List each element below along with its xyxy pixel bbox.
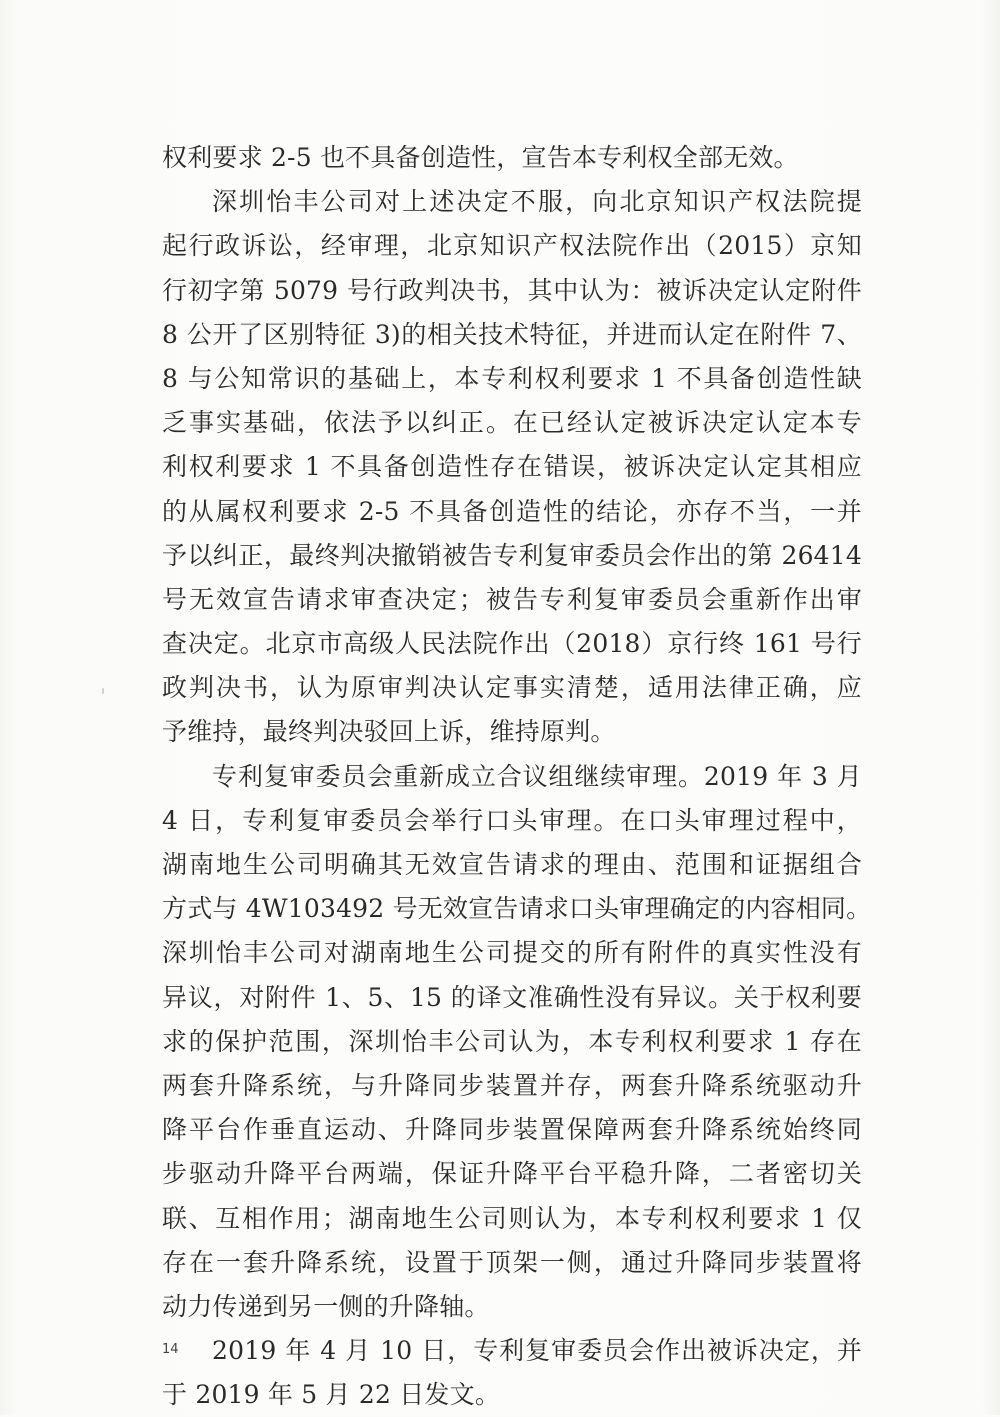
text-line: 步驱动升降平台两端，保证升降平台平稳升降，二者密切关: [162, 1159, 862, 1189]
text-line: 政判决书，认为原审判决认定事实清楚，适用法律正确，应: [162, 673, 862, 703]
page-number: 14: [162, 1342, 179, 1357]
text-line: 利权利要求 1 不具备创造性存在错误，被诉决定认定其相应: [162, 452, 862, 482]
text-line: 方式与 4W103492 号无效宣告请求口头审理确定的内容相同。: [162, 894, 872, 924]
text-line: 于 2019 年 5 月 22 日发文。: [162, 1380, 501, 1410]
text-line: 两套升降系统，与升降同步装置并存，两套升降系统驱动升: [162, 1070, 862, 1100]
text-line: 4 日，专利复审委员会举行口头审理。在口头审理过程中，: [162, 805, 862, 835]
text-line: 联、互相作用；湖南地生公司则认为，本专利权利要求 1 仅: [162, 1203, 862, 1233]
text-line: 查决定。北京市高级人民法院作出（2018）京行终 161 号行: [162, 629, 862, 659]
text-line: 降平台作垂直运动、升降同步装置保障两套升降系统始终同: [162, 1115, 862, 1145]
text-line: 权利要求 2-5 也不具备创造性，宣告本专利权全部无效。: [162, 143, 799, 172]
text-line: 起行政诉讼，经审理，北京知识产权法院作出（2015）京知: [162, 231, 862, 261]
text-line: 予维持，最终判决驳回上诉，维持原判。: [162, 717, 616, 747]
document-body: [162, 136, 872, 1417]
text-line: 8 公开了区别特征 3)的相关技术特征，并进而认定在附件 7、: [162, 319, 862, 349]
text-line: 8 与公知常识的基础上，本专利权利要求 1 不具备创造性缺: [162, 363, 862, 393]
scan-speck: [102, 688, 104, 694]
text-line: 深圳怡丰公司对上述决定不服，向北京知识产权法院提: [212, 187, 862, 217]
text-line: 湖南地生公司明确其无效宣告请求的理由、范围和证据组合: [162, 850, 862, 879]
text-line: 予以纠正，最终判决撤销被告专利复审委员会作出的第 26414: [162, 540, 862, 570]
text-line: 号无效宣告请求审查决定；被告专利复审委员会重新作出审: [162, 584, 862, 614]
text-line: 2019 年 4 月 10 日，专利复审委员会作出被诉决定，并: [212, 1336, 862, 1366]
text-line: 的从属权利要求 2-5 不具备创造性的结论，亦存不当，一并: [162, 496, 862, 526]
text-line: 异议，对附件 1、5、15 的译文准确性没有异议。关于权利要: [162, 982, 862, 1012]
text-line: 动力传递到另一侧的升降轴。: [162, 1291, 490, 1321]
text-line: 乏事实基础，依法予以纠正。在已经认定被诉决定认定本专: [162, 408, 862, 438]
text-line: 求的保护范围，深圳怡丰公司认为，本专利权利要求 1 存在: [162, 1026, 862, 1056]
text-line: 深圳怡丰公司对湖南地生公司提交的所有附件的真实性没有: [162, 938, 862, 968]
text-line: 专利复审委员会重新成立合议组继续审理。2019 年 3 月: [212, 761, 862, 791]
text-line: 存在一套升降系统，设置于顶架一侧，通过升降同步装置将: [162, 1247, 862, 1277]
text-line: 行初字第 5079 号行政判决书，其中认为：被诉决定认定附件: [162, 275, 862, 305]
